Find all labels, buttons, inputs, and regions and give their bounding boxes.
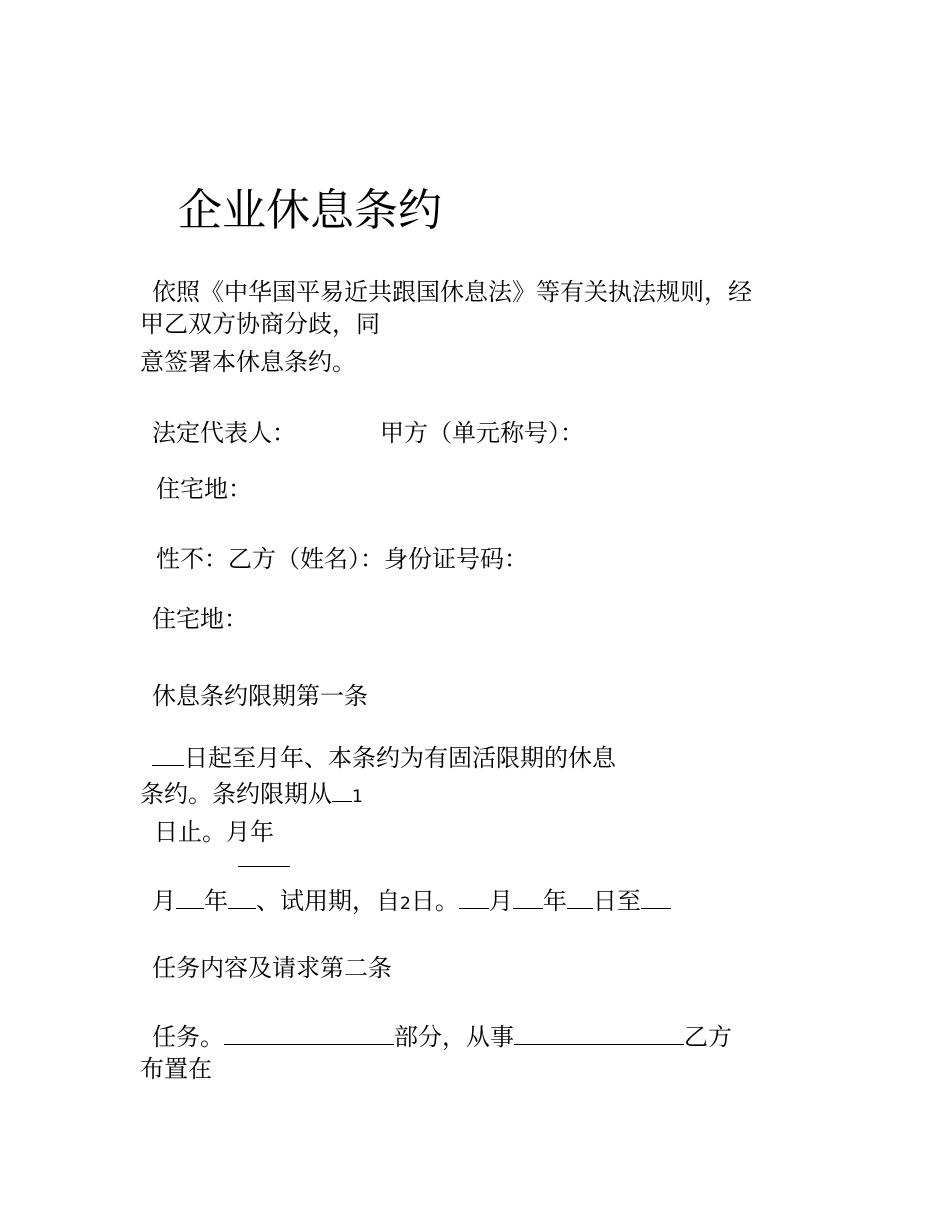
blank-field <box>228 886 256 909</box>
article-1-text-1: 日起至月年、本条约为有固活限期的休息 <box>184 744 616 772</box>
footnote-2: 2 <box>400 894 411 914</box>
party-b-label: 乙方 <box>684 1023 732 1051</box>
year-label: 年 <box>204 887 228 915</box>
party-b-address-label: 住宅地： <box>152 605 248 633</box>
blank-field <box>238 866 290 867</box>
intro-line-3: 意签署本休息条约。 <box>140 348 356 376</box>
blank-field <box>176 886 204 909</box>
gender-label: 性不： <box>156 545 228 573</box>
until-label: 日至 <box>592 887 641 915</box>
department-label: 部分，从事 <box>394 1023 514 1051</box>
article-1-line-1 <box>152 743 616 773</box>
article-2-line-1 <box>152 1022 732 1052</box>
day-label: 日。 <box>410 887 459 915</box>
article-1-text-2: 条约。条约限期从 <box>140 780 332 808</box>
year-label: 年 <box>542 887 567 915</box>
footnote-1: 1 <box>352 787 363 807</box>
blank-field <box>513 886 543 909</box>
probation-label: 、试用期，自 <box>256 887 400 915</box>
party-b-name-label: 乙方（姓名）： <box>228 545 384 573</box>
party-b-info-line <box>156 544 528 574</box>
task-label: 任务。 <box>152 1023 224 1051</box>
article-1-line-4 <box>152 886 671 919</box>
blank-field <box>459 886 489 909</box>
article-1-line-3: 日止。月年 <box>154 818 274 846</box>
blank-field <box>332 787 352 802</box>
month-label: 月 <box>152 887 176 915</box>
month-label: 月 <box>488 887 513 915</box>
article-1-line-2 <box>140 779 363 812</box>
blank-field <box>514 1022 684 1045</box>
legal-rep-label: 法定代表人： <box>152 419 296 447</box>
article-1-heading: 休息条约限期第一条 <box>152 682 368 710</box>
blank-field <box>224 1022 394 1045</box>
party-a-address-label: 住宅地： <box>156 475 252 503</box>
article-2-line-2: 布置在 <box>140 1055 212 1083</box>
blank-field <box>567 886 593 909</box>
article-2-heading: 任务内容及请求第二条 <box>152 954 392 982</box>
intro-line-2: 甲乙双方协商分歧，同 <box>140 310 380 338</box>
blank-field <box>641 886 671 909</box>
party-a-unit-label: 甲方（单元称号）： <box>380 419 584 447</box>
blank-field <box>152 743 184 766</box>
intro-line-1: 依照《中华国平易近共跟国休息法》等有关执法规则，经 <box>152 278 752 306</box>
id-number-label: 身份证号码： <box>384 545 528 573</box>
page-title: 企业休息条约 <box>178 185 442 236</box>
